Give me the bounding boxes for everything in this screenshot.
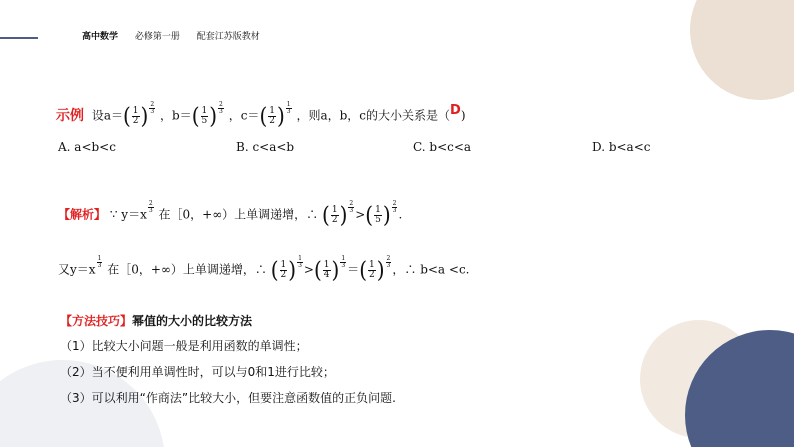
c-base-fraction: $\frac{1}{2}$ [269, 105, 275, 126]
answer: D [450, 102, 461, 118]
b-base-fraction: $\frac{1}{5}$ [201, 105, 208, 126]
option-c: C. b<c<a [413, 140, 472, 154]
header [82, 29, 274, 42]
a-base-fraction: $\frac{1}{2}$ [132, 105, 139, 126]
method-item-3: （3）可以利用“作商法”比较大小，但要注意函数值的正负问题. [60, 391, 396, 405]
method-item-2: （2）当不便利用单调性时，可以与0和1进行比较； [60, 365, 335, 379]
method-title-line [60, 313, 252, 329]
method-item-1: （1）比较大小问题一般是利用函数的单调性； [60, 339, 308, 353]
analysis-line-2: 又y＝x $^{\frac{1}{3}}$ 在［0，+∞）上单调递增，∴ ( $\frac{1}{2}$ ) $^{\frac{1}{3}}$ >( $\frac{1}{4}$ ) $^{\frac{1}{3}}$ ＝( $\frac{1}{2}$ ) $^{\frac{2}{3}}$ ，∴ b<a <c. [58, 254, 470, 284]
method-label: 【方法技巧】 [60, 314, 133, 328]
q-a-prefix: 设a＝ [91, 108, 123, 123]
q-b-prefix: ，b＝ [160, 108, 192, 123]
option-d: D. b<a<c [592, 140, 651, 154]
option-b: B. c<a<b [236, 140, 295, 154]
analysis-line-1: 【解析】 ∵ y＝x $^{\frac{2}{3}}$ 在［0，+∞）上单调递增，∴ ( $\frac{1}{2}$ ) $^{\frac{2}{3}}$ >( $\frac{1}{5}$ ) $^{\frac{2}{3}}$ . [58, 199, 403, 229]
q-c-prefix: ，c＝ [228, 108, 260, 123]
option-a: A. a<b<c [58, 140, 116, 154]
header-edition: 配套江苏版教材 [196, 32, 260, 42]
example-label: 示例 [56, 107, 84, 124]
header-subject: 高中数学 [82, 32, 119, 42]
header-book: 必修第一册 [134, 32, 180, 42]
analysis-label: 【解析】 [58, 207, 107, 222]
header-accent-line [0, 37, 38, 39]
q-post: ，则a，b，c的大小关系是（ [296, 108, 451, 123]
example-question: 示例 设a＝( $\frac{1}{2}$ ) $^{\frac{2}{3}}$ ，b＝( $\frac{1}{5}$ ) $^{\frac{2}{3}}$ ，c＝( $\frac{1}{2}$ ) $^{\frac{1}{3}}$ ，则a，b，c的大小关系是（D) [56, 100, 466, 130]
decor-circle-top-right [690, 0, 794, 100]
method-title: 幂值的大小的比较方法 [132, 314, 253, 328]
